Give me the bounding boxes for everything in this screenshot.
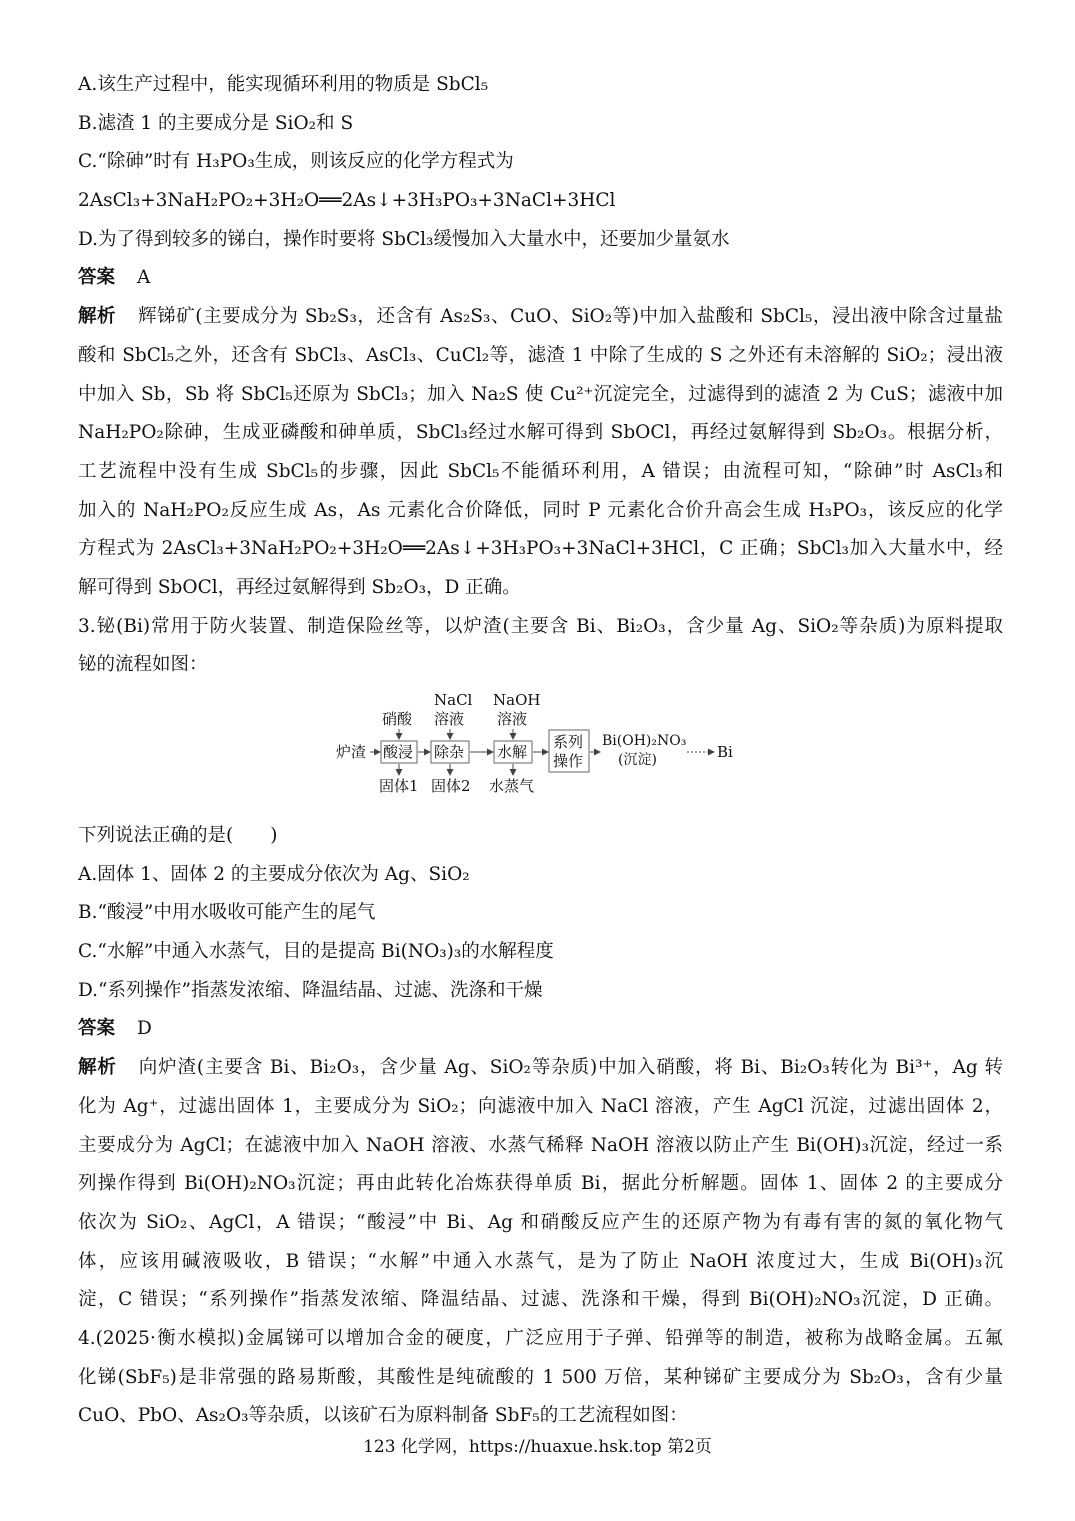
analysis-line: 加入的 NaH₂PO₂反应生成 As，As 元素化合价降低，同时 P 元素化合价升高会生成 H₃PO₃，该反应的化学 [78, 499, 1003, 521]
flow-reagent-2a: NaCl [434, 691, 473, 709]
flow-step-4a: 系列 [553, 733, 584, 751]
option-b: B.“酸浸”中用水吸收可能产生的尾气 [78, 902, 376, 924]
flow-output-3: 水蒸气 [489, 777, 535, 795]
option-c: C.“水解”中通入水蒸气，目的是提高 Bi(NO₃)₃的水解程度 [78, 941, 554, 963]
flow-reagent-3a: NaOH [493, 691, 541, 709]
analysis-line: 主要成分为 AgCl；在滤液中加入 NaOH 溶液、水蒸气稀释 NaOH 溶液以防止产生 Bi(OH)₃沉淀，经过一系 [78, 1134, 1003, 1156]
analysis-line: 淀，C 错误；“系列操作”指蒸发浓缩、降温结晶、过滤、洗涤和干燥，得到 Bi(OH)₂NO₃沉淀，D 正确。 [78, 1289, 1003, 1311]
flow-step-1: 酸浸 [383, 743, 414, 761]
analysis-line: 中加入 Sb，Sb 将 SbCl₅还原为 SbCl₃；加入 Na₂S 使 Cu²⁺沉淀完全，过滤得到的滤渣 2 为 CuS；滤液中加 [78, 383, 1003, 405]
equation: 2AsCl₃+3NaH₂PO₂+3H₂O══2As↓+3H₃PO₃+3NaCl+3HCl [78, 190, 616, 212]
q2-answer [78, 259, 1003, 298]
q2-analysis [78, 298, 1003, 608]
answer-label: 答案 [78, 1018, 116, 1040]
flow-svg [334, 689, 754, 813]
q3-analysis [78, 1049, 1003, 1320]
flow-final: Bi [717, 743, 733, 761]
flow-output-1: 固体1 [379, 777, 419, 795]
flow-start: 炉渣 [336, 743, 367, 761]
analysis-line: 体，应该用碱液吸收，B 错误；“水解”中通入水蒸气，是为了防止 NaOH 浓度过大，生成 Bi(OH)₃沉 [78, 1250, 1003, 1272]
analysis-line [78, 1049, 1003, 1088]
analysis-text: 辉锑矿(主要成分为 Sb₂S₃，还含有 As₂S₃、CuO、SiO₂等)中加入盐酸和 SbCl₅，浸出液中除含过量盐 [138, 306, 1003, 328]
flow-output-2: 固体2 [431, 777, 471, 795]
analysis-line: 化为 Ag⁺，过滤出固体 1，主要成分为 SiO₂；向滤液中加入 NaCl 溶液，产生 AgCl 沉淀，过滤出固体 2， [78, 1095, 1003, 1117]
flow-reagent-1: 硝酸 [382, 710, 413, 728]
analysis-line: 酸和 SbCl₅之外，还含有 SbCl₃、AsCl₃、CuCl₂等，滤渣 1 中除了生成的 S 之外还有未溶解的 SiO₂；浸出液 [78, 344, 1003, 366]
flow-step-3: 水解 [497, 743, 528, 761]
document-body [78, 66, 1003, 1436]
analysis-line: 依次为 SiO₂、AgCl，A 错误；“酸浸”中 Bi、Ag 和硝酸反应产生的还原产物为有毒有害的氮的氧化物气 [78, 1211, 1003, 1233]
analysis-line: 工艺流程中没有生成 SbCl₅的步骤，因此 SbCl₅不能循环利用，A 错误；由流程可知，“除砷”时 AsCl₃和 [78, 460, 1003, 482]
q3-answer [78, 1010, 1003, 1049]
q3-stem [78, 608, 1003, 685]
analysis-line: 解可得到 SbOCl，再经过氨解得到 Sb₂O₃，D 正确。 [78, 576, 521, 598]
q3-question: 下列说法正确的是( ) [78, 825, 278, 846]
stem-line: CuO、PbO、As₂O₃等杂质，以该矿石为原料制备 SbF₅的工艺流程如图： [78, 1405, 688, 1427]
flow-product-2: (沉淀) [618, 752, 657, 768]
analysis-text: 向炉渣(主要含 Bi、Bi₂O₃，含少量 Ag、SiO₂等杂质)中加入硝酸，将 Bi、Bi₂O₃转化为 Bi³⁺，Ag 转 [138, 1057, 1003, 1079]
answer-value: A [137, 267, 151, 289]
option-b: B.滤渣 1 的主要成分是 SiO₂和 S [78, 112, 354, 134]
stem-line: 3.铋(Bi)常用于防火装置、制造保险丝等，以炉渣(主要含 Bi、Bi₂O₃，含少量 Ag、SiO₂等杂质)为原料提取 [78, 615, 1003, 637]
answer-label: 答案 [78, 267, 116, 289]
flow-step-4b: 操作 [553, 752, 584, 770]
q2-options [78, 66, 1003, 259]
analysis-line: 列操作得到 Bi(OH)₂NO₃沉淀；再由此转化冶炼获得单质 Bi，据此分析解题。固体 1、固体 2 的主要成分 [78, 1173, 1003, 1195]
q4-stem [78, 1320, 1003, 1436]
answer-value: D [137, 1018, 152, 1040]
option-a: A.该生产过程中，能实现循环利用的物质是 SbCl₅ [78, 74, 489, 95]
option-a: A.固体 1、固体 2 的主要成分依次为 Ag、SiO₂ [78, 863, 470, 885]
flow-product-1: Bi(OH)₂NO₃ [602, 733, 687, 749]
analysis-line [78, 298, 1003, 337]
option-c: C.“除砷”时有 H₃PO₃生成，则该反应的化学方程式为 [78, 151, 514, 173]
analysis-label: 解析 [78, 1057, 117, 1079]
stem-line: 铋的流程如图： [78, 654, 208, 676]
stem-line: 化锑(SbF₅)是非常强的路易斯酸，其酸性是纯硫酸的 1 500 万倍，某种锑矿主要成分为 Sb₂O₃，含有少量 [78, 1366, 1003, 1388]
option-d: D.“系列操作”指蒸发浓缩、降温结晶、过滤、洗涤和干燥 [78, 979, 543, 1001]
q3-options [78, 856, 1003, 1011]
analysis-line: NaH₂PO₂除砷，生成亚磷酸和砷单质，SbCl₃经过水解可得到 SbOCl，再经过氨解得到 Sb₂O₃。根据分析， [78, 422, 1003, 444]
stem-line: 4.(2025·衡水模拟)金属锑可以增加合金的硬度，广泛应用于子弹、铅弹等的制造，被称为战略金属。五氟 [78, 1327, 1003, 1349]
flow-reagent-3b: 溶液 [497, 710, 528, 728]
option-d: D.为了得到较多的锑白，操作时要将 SbCl₃缓慢加入大量水中，还要加少量氨水 [78, 228, 730, 250]
analysis-line: 方程式为 2AsCl₃+3NaH₂PO₂+3H₂O══2As↓+3H₃PO₃+3NaCl+3HCl，C 正确；SbCl₃加入大量水中，经 [78, 538, 1003, 560]
analysis-label: 解析 [78, 306, 117, 328]
flow-step-2: 除杂 [434, 743, 465, 761]
flow-reagent-2b: 溶液 [434, 710, 465, 728]
page-footer: 123 化学网，https://huaxue.hsk.top 第2页 [363, 1437, 712, 1457]
process-flow-diagram [78, 689, 1003, 815]
